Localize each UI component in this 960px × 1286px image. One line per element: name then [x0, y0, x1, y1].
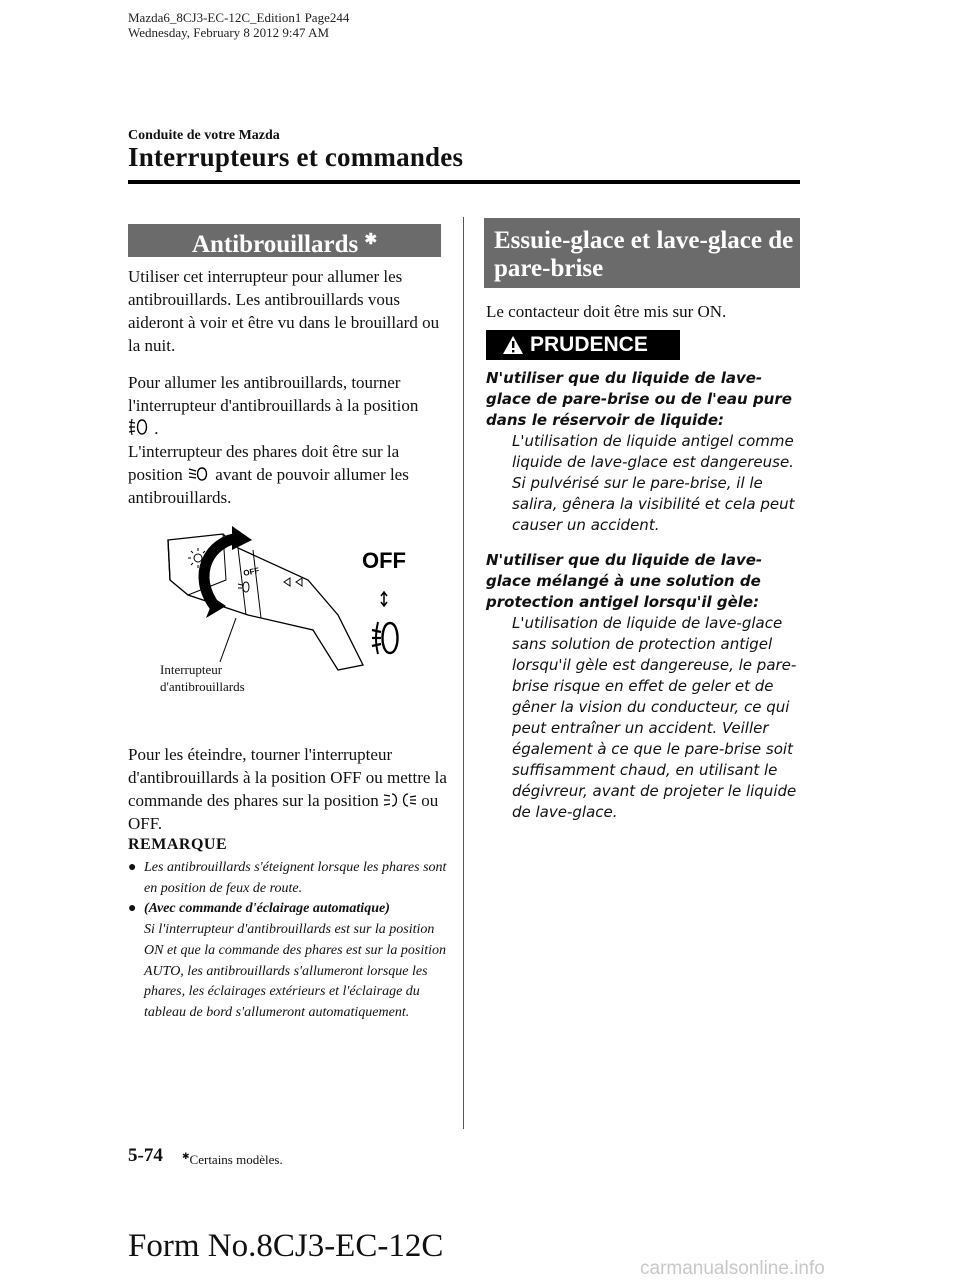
print-meta-line2: Wednesday, February 8 2012 9:47 AM — [128, 25, 330, 40]
column-divider — [463, 217, 464, 1129]
page-number: 5-74 — [128, 1145, 163, 1166]
fog-on-period: . — [154, 419, 159, 438]
fog-switch-callout-line1: Interrupteur — [160, 662, 223, 677]
remark-title: REMARQUE — [128, 836, 228, 853]
fog-intro-paragraph: Utiliser cet interrupteur pour allumer les antibrouillards. Les antibrouillards vous aideront à voir et être vu dans le brouillard ou la nuit. — [128, 267, 440, 355]
print-meta — [128, 10, 349, 40]
front-fog-light-icon — [372, 622, 398, 654]
remark-item-text: Si l'interrupteur d'antibrouillards est sur la position ON et que la commande des phares est sur la position AUTO, les antibrouillards s'allumeront lorsque les phares, les éclairages extérieurs et l'éclairage du tableau de bord s'allumeront automatiquement. — [144, 922, 447, 1020]
fog-lights-heading — [128, 224, 441, 257]
remark-item-heading: (Avec commande d'éclairage automatique) — [144, 901, 390, 917]
fog-on-text: Pour allumer les antibrouillards, tourner l'interrupteur d'antibrouillards à la position — [128, 373, 419, 415]
front-fog-light-icon — [128, 418, 150, 436]
footnote-text: Certains modèles. — [189, 1152, 283, 1167]
position-arrow-icon — [381, 592, 387, 606]
wiper-washer-heading: Essuie-glace et lave-glace de pare-brise — [484, 218, 800, 288]
headlight-condition-text-b: avant de pouvoir allumer les antibrouillards. — [128, 465, 409, 507]
asterisk-icon: ✱ — [364, 232, 378, 248]
headlight-low-beam-icon — [187, 466, 211, 482]
wiper-intro: Le contacteur doit être mis sur ON. — [486, 302, 727, 321]
headlight-condition-text-a: L'interrupteur des phares doit être sur la position — [128, 442, 400, 484]
stalk-off-label: OFF — [242, 565, 261, 578]
page-title: Interrupteurs et commandes — [128, 142, 464, 172]
watermark: carmanualsonline.info — [640, 1258, 825, 1279]
caution-1-heading: N'utiliser que du liquide de lave-glace de pare-brise ou de l'eau pure dans le réservoir de liquide: — [486, 369, 792, 429]
caution-2-body: L'utilisation de liquide de lave-glace sans solution de protection antigel lorsqu'il gèle est dangereuse, le pare-brise risque en effet de geler et de gêner la vision du conducteur, ce qui peut entraîner un accident. Veiller également à ce que le pare-brise soit suffisamment chaud, en utilisant le dégivreur, avant de projeter le liquide de lave-glace. — [512, 614, 797, 821]
remark-item — [128, 858, 448, 899]
fog-switch-callout-line2: d'antibrouillards — [160, 679, 245, 694]
fog-on-paragraph — [128, 371, 448, 440]
fog-lights-text — [128, 265, 448, 509]
fog-off-text-b: ou OFF. — [128, 791, 439, 833]
print-meta-line1: Mazda6_8CJ3-EC-12C_Edition1 Page244 — [128, 10, 350, 25]
headlight-condition-paragraph — [128, 440, 448, 509]
caution-2-heading: N'utiliser que du liquide de lave-glace mélangé à une solution de protection antigel lorsqu'il gèle: — [486, 551, 763, 611]
off-position-label: OFF — [362, 548, 406, 573]
caution-label: PRUDENCE — [530, 333, 648, 356]
section-label: Conduite de votre Mazda — [128, 128, 280, 143]
title-rule — [128, 180, 800, 184]
fog-off-text — [128, 743, 448, 835]
footnote — [182, 1151, 283, 1168]
caution-label-box — [486, 330, 680, 360]
caution-1-body: L'utilisation de liquide antigel comme liquide de lave-glace est dangereuse. Si pulvérisé sur le pare-brise, il le salira, gênera la visibilité et cela peut causer un accident. — [512, 432, 795, 534]
remark-item — [128, 899, 448, 1023]
remark-list — [128, 858, 448, 1024]
remark-item-text: Les antibrouillards s'éteignent lorsque les phares sont en position de feux de route. — [144, 860, 447, 896]
fog-off-text-a: Pour les éteindre, tourner l'interrupteur d'antibrouillards à la position OFF ou mettre la commande des phares sur la position — [128, 745, 447, 810]
form-number: Form No.8CJ3-EC-12C — [128, 1228, 444, 1264]
fog-lights-heading-text: Antibrouillards — [191, 231, 359, 258]
fog-switch-callout — [160, 661, 245, 695]
bullet-icon: ● — [128, 901, 137, 917]
bullet-icon: ● — [128, 860, 137, 875]
asterisk-icon: ✱ — [182, 1151, 190, 1161]
fog-off-paragraph — [128, 743, 448, 835]
caution-block — [486, 368, 798, 823]
warning-triangle-icon — [502, 335, 524, 355]
parking-light-icon — [383, 792, 417, 808]
